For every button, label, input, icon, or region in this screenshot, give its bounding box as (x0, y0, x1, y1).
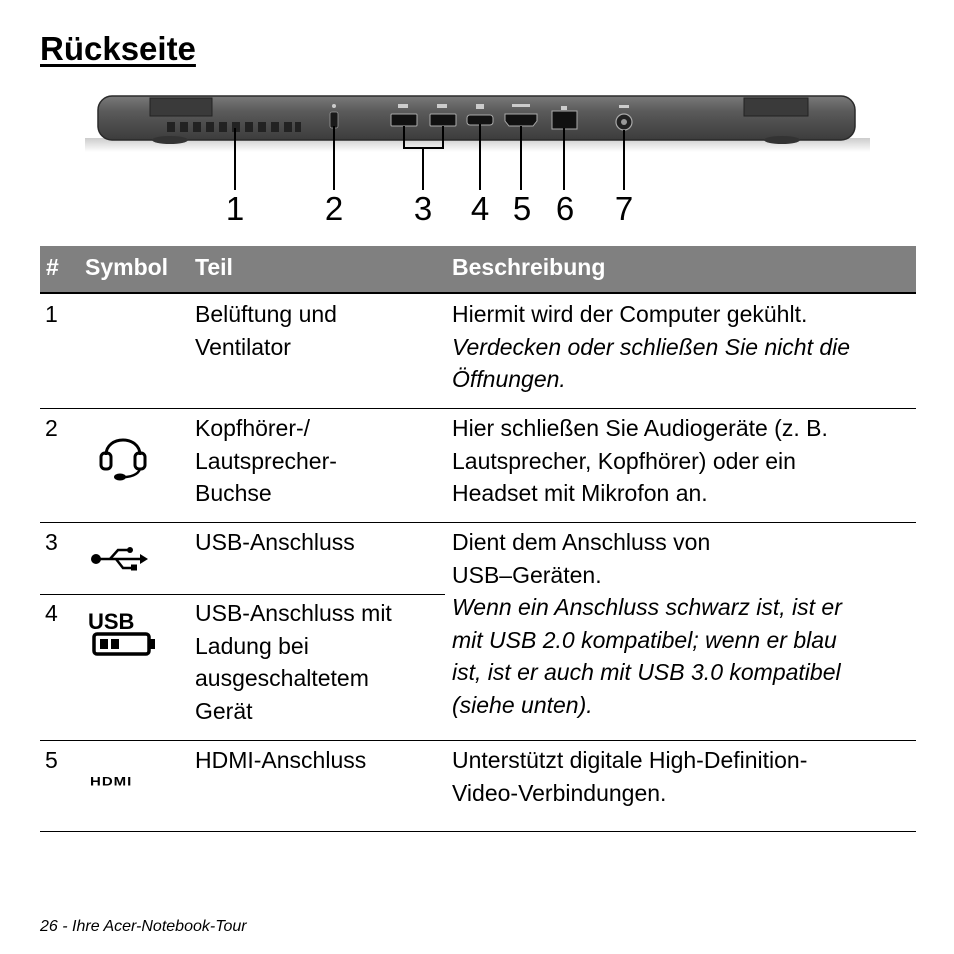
page-footer: 26 - Ihre Acer-Notebook-Tour (40, 918, 247, 935)
callout-3: 3 (413, 190, 433, 227)
row-1-desc-note: Verdecken oder schließen Sie nicht die (452, 333, 851, 360)
page-title: Rückseite (40, 30, 196, 67)
row-4-part-line: Gerät (195, 697, 253, 724)
row-3-part-line: USB-Anschluss (195, 529, 355, 555)
callout-5: 5 (512, 190, 532, 227)
row-4-part-line: Ladung bei (195, 632, 309, 659)
row-3-4-desc-note: Wenn ein Anschluss schwarz ist, ist er (452, 594, 842, 620)
row-4-part (195, 597, 392, 727)
row-5-num: 5 (45, 747, 58, 773)
row-1-desc (452, 298, 850, 396)
row-2-part-line: Kopfhörer-/ (195, 415, 311, 441)
row-divider-partial (40, 594, 445, 595)
callout-1: 1 (225, 190, 245, 227)
row-2-desc-line: Lautsprecher, Kopfhörer) oder ein (452, 447, 796, 474)
hdmi-icon: HDMI (90, 775, 133, 789)
row-2-part-line: Buchse (195, 480, 272, 506)
row-5-part-line: HDMI-Anschluss (195, 747, 367, 773)
row-2-desc-line: Hier schließen Sie Audiogeräte (z. B. (452, 415, 828, 441)
row-5-desc-line: Video-Verbindungen. (452, 779, 667, 806)
row-3-num: 3 (45, 529, 58, 555)
row-1-desc-line: Hiermit wird der Computer gekühlt. (452, 301, 808, 327)
row-1-part-line: Belüftung und (195, 301, 337, 327)
callout-6: 6 (555, 190, 575, 227)
row-2-part-line: Lautsprecher- (195, 447, 337, 474)
row-1-num: 1 (45, 301, 58, 327)
row-1-part-line: Ventilator (195, 333, 291, 360)
callout-4: 4 (470, 190, 490, 227)
header-description: Beschreibung (452, 254, 606, 280)
row-4-part-line: USB-Anschluss mit (195, 600, 392, 626)
callout-2: 2 (324, 190, 344, 227)
row-5-desc (452, 744, 807, 809)
table-bottom-rule (40, 831, 916, 832)
row-5-desc-line: Unterstützt digitale High-Definition- (452, 747, 808, 773)
row-2-part (195, 412, 337, 510)
row-2-num: 2 (45, 415, 58, 441)
row-3-4-desc (452, 526, 842, 721)
usb-charge-icon-label: USB (88, 609, 135, 634)
row-3-4-desc-note: mit USB 2.0 kompatibel; wenn er blau (452, 626, 837, 653)
row-2-desc (452, 412, 828, 510)
row-3-4-desc-note: (siehe unten). (452, 691, 593, 718)
row-4-num: 4 (45, 600, 58, 626)
row-2-desc-line: Headset mit Mikrofon an. (452, 480, 708, 506)
table-header (40, 246, 916, 294)
row-1-part (195, 298, 337, 363)
row-3-part (195, 526, 355, 559)
callout-7: 7 (614, 190, 634, 227)
row-divider (40, 740, 916, 741)
row-divider (40, 522, 916, 523)
row-1-desc-note: Öffnungen. (452, 366, 566, 392)
row-3-4-desc-note: ist, ist er auch mit USB 3.0 kompatibel (452, 659, 841, 685)
header-symbol: Symbol (85, 254, 169, 280)
usb-icon (90, 545, 152, 573)
header-num: # (46, 254, 59, 280)
row-3-4-desc-line: Dient dem Anschluss von (452, 529, 711, 555)
row-4-part-line: ausgeschaltetem (195, 665, 369, 691)
usb-charge-icon (88, 609, 158, 658)
row-5-part (195, 744, 366, 777)
row-divider (40, 408, 916, 409)
row-3-4-desc-line: USB–Geräten. (452, 561, 602, 588)
headset-icon (98, 425, 148, 483)
header-part: Teil (195, 254, 233, 280)
